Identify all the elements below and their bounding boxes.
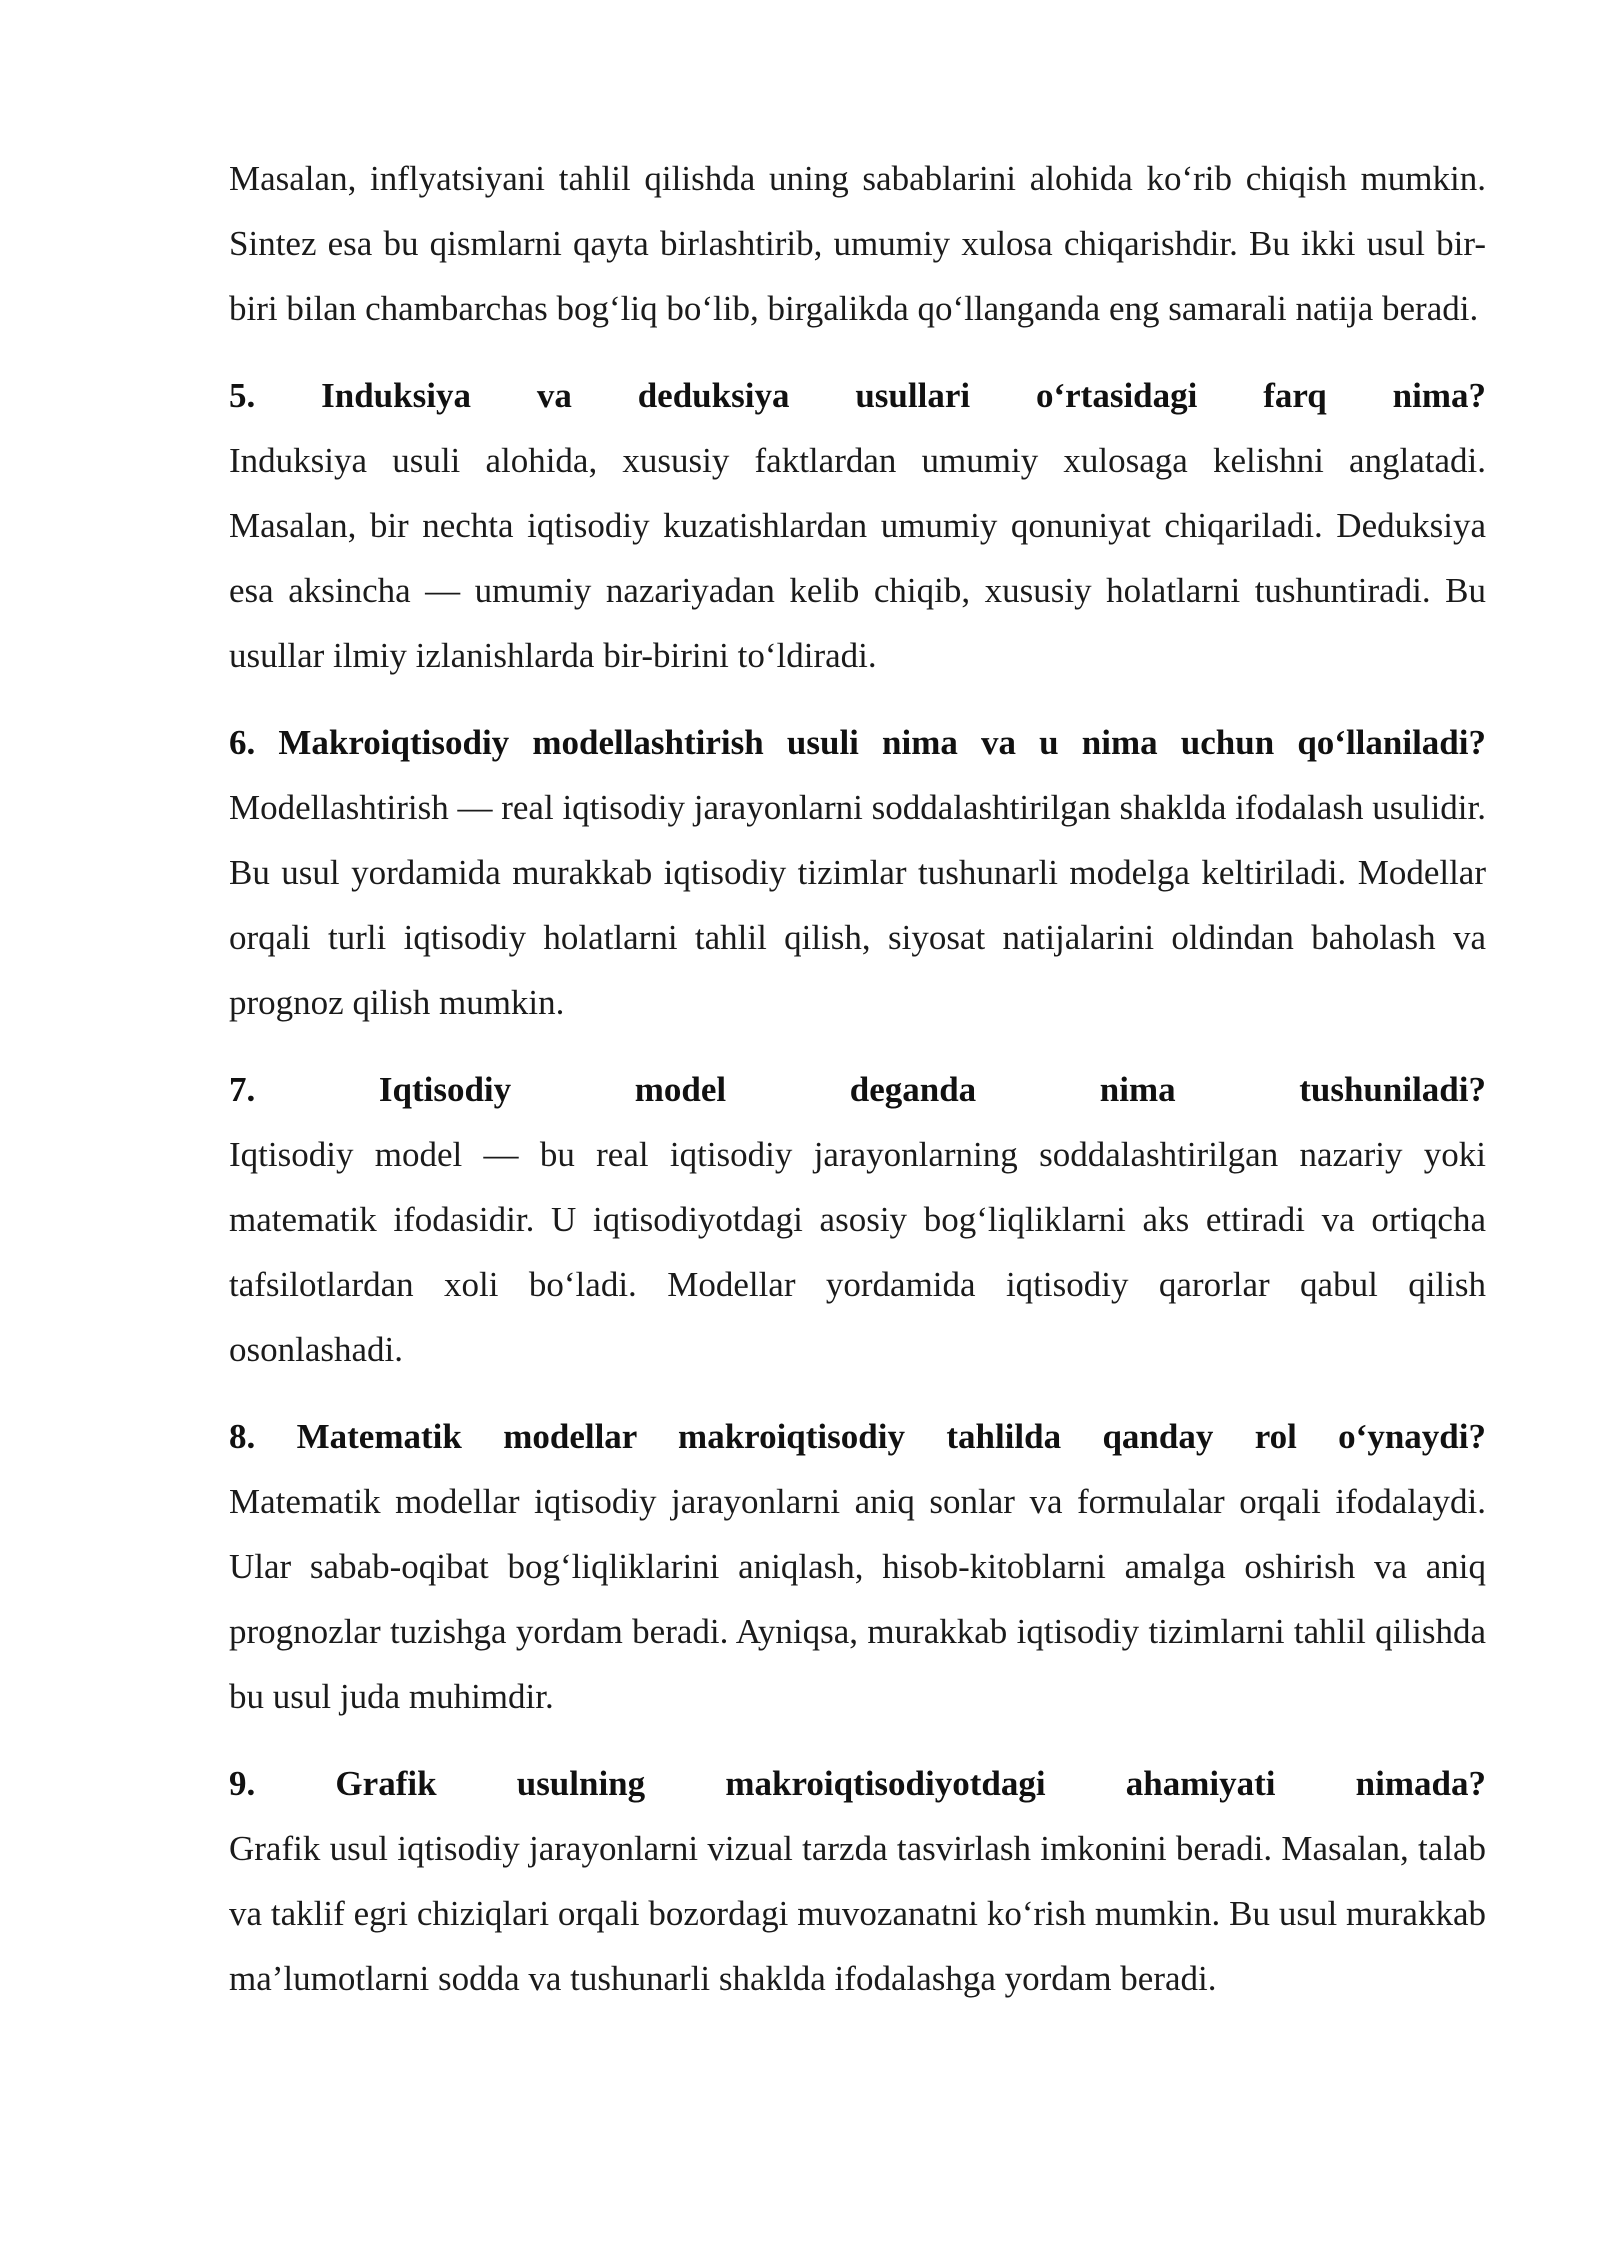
question-title-8: 8. Matematik modellar makroiqtisodiy tahlilda qanday rol o‘ynaydi? [229,1417,1486,1456]
question-title-5: 5. Induksiya va deduksiya usullari o‘rtasidagi farq nima? [229,376,1486,415]
question-block-9 [229,1751,1486,2011]
question-block-8 [229,1404,1486,1729]
question-answer-5: Induksiya usuli alohida, xususiy faktlardan umumiy xulosaga kelishni anglatadi. Masalan, bir nechta iqtisodiy kuzatishlardan umumiy qonuniyat chiqariladi. Deduksiya esa aksincha — umumiy nazariyadan kelib chiqib, xususiy holatlarni tushuntiradi. Bu usullar ilmiy izlanishlarda bir-birini to‘ldiradi. [229,441,1486,675]
question-answer-6: Modellashtirish — real iqtisodiy jarayonlarni soddalashtirilgan shaklda ifodalash usulidir. Bu usul yordamida murakkab iqtisodiy tizimlar tushunarli modelga keltiriladi. Modellar orqali turli iqtisodiy holatlarni tahlil qilish, siyosat natijalarini oldindan baholash va prognoz qilish mumkin. [229,788,1486,1022]
question-title-9: 9. Grafik usulning makroiqtisodiyotdagi ahamiyati nimada? [229,1764,1486,1803]
question-block-5 [229,363,1486,688]
question-title-6: 6. Makroiqtisodiy modellashtirish usuli nima va u nima uchun qo‘llaniladi? [229,723,1486,762]
question-answer-9: Grafik usul iqtisodiy jarayonlarni vizual tarzda tasvirlash imkonini beradi. Masalan, talab va taklif egri chiziqlari orqali bozordagi muvozanatni ko‘rish mumkin. Bu usul murakkab ma’lumotlarni sodda va tushunarli shaklda ifodalashga yordam beradi. [229,1829,1486,1998]
intro-paragraph: Masalan, inflyatsiyani tahlil qilishda uning sabablarini alohida ko‘rib chiqish mumkin. Sintez esa bu qismlarni qayta birlashtirib, umumiy xulosa chiqarishdir. Bu ikki usul bir-biri bilan chambarchas bog‘liq bo‘lib, birgalikda qo‘llanganda eng samarali natija beradi. [229,159,1486,328]
question-block-6 [229,710,1486,1035]
question-answer-8: Matematik modellar iqtisodiy jarayonlarni aniq sonlar va formulalar orqali ifodalaydi. Ular sabab-oqibat bog‘liqliklarini aniqlash, hisob-kitoblarni amalga oshirish va aniq prognozlar tuzishga yordam beradi. Ayniqsa, murakkab iqtisodiy tizimlarni tahlil qilishda bu usul juda muhimdir. [229,1482,1486,1716]
question-block-7 [229,1057,1486,1382]
question-title-7: 7. Iqtisodiy model deganda nima tushuniladi? [229,1070,1486,1109]
document-body [229,146,1486,2033]
question-answer-7: Iqtisodiy model — bu real iqtisodiy jarayonlarning soddalashtirilgan nazariy yoki matematik ifodasidir. U iqtisodiyotdagi asosiy bog‘liqliklarni aks ettiradi va ortiqcha tafsilotlardan xoli bo‘ladi. Modellar yordamida iqtisodiy qarorlar qabul qilish osonlashadi. [229,1135,1486,1369]
